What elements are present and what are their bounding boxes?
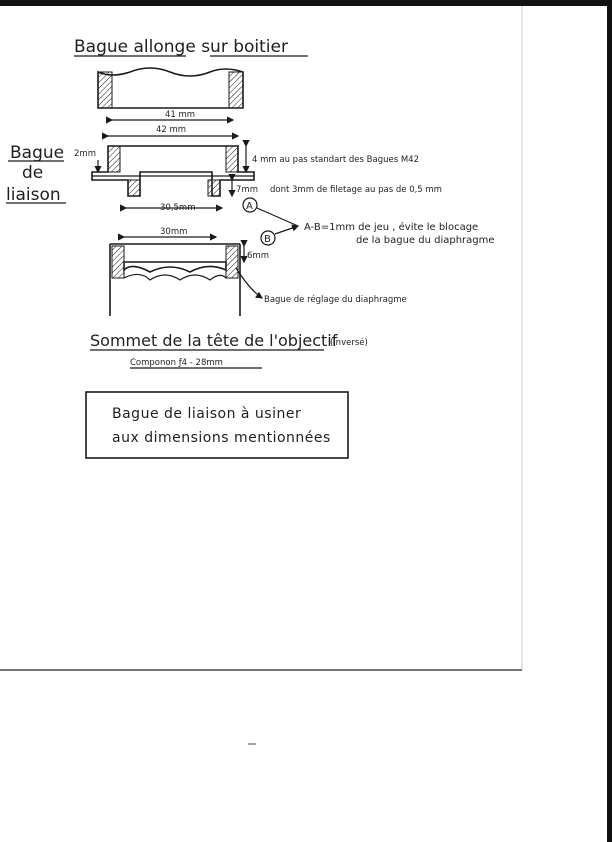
side-label-line-1: Bague <box>10 143 65 163</box>
dim-6mm-label: 6mm <box>247 251 269 261</box>
marker-a-label: A <box>246 201 253 212</box>
sommet-title: Sommet de la tête de l'objectif <box>90 331 338 350</box>
lens-head <box>110 244 240 316</box>
leader-a <box>257 208 298 226</box>
reglage-label: Bague de réglage du diaphragme <box>264 295 407 305</box>
note-line-1: Bague de liaison à usiner <box>112 406 302 422</box>
dim-4mm-label: 4 mm au pas standart des Bagues M42 <box>252 155 419 165</box>
leader-b <box>275 226 298 234</box>
dim-30-5-label: 30,5mm <box>160 203 196 213</box>
page-title: Bague allonge sur boitier <box>74 37 288 57</box>
note-box <box>86 392 348 458</box>
adapter-ring <box>92 146 254 196</box>
filetage-label: dont 3mm de filetage au pas de 0,5 mm <box>270 185 442 195</box>
marker-b-label: B <box>264 234 271 245</box>
dim-41-label: 41 mm <box>165 110 196 120</box>
jeu-line-2: de la bague du diaphragme <box>356 235 495 246</box>
extension-ring <box>98 68 243 108</box>
dim-7mm-label: 7mm <box>236 185 258 195</box>
dim-42-label: 42 mm <box>156 125 187 135</box>
side-label-line-2: de <box>22 163 44 183</box>
dim-2mm-label: 2mm <box>74 149 96 159</box>
side-label-line-3: liaison <box>6 185 61 205</box>
sommet-suffix: (inversé) <box>330 338 368 348</box>
sommet-subtitle: Componon ƒ4 - 28mm <box>130 358 223 368</box>
note-line-2: aux dimensions mentionnées <box>112 430 331 446</box>
dim-30-label: 30mm <box>160 227 188 237</box>
jeu-line-1: A-B=1mm de jeu , évite le blocage <box>304 222 479 233</box>
